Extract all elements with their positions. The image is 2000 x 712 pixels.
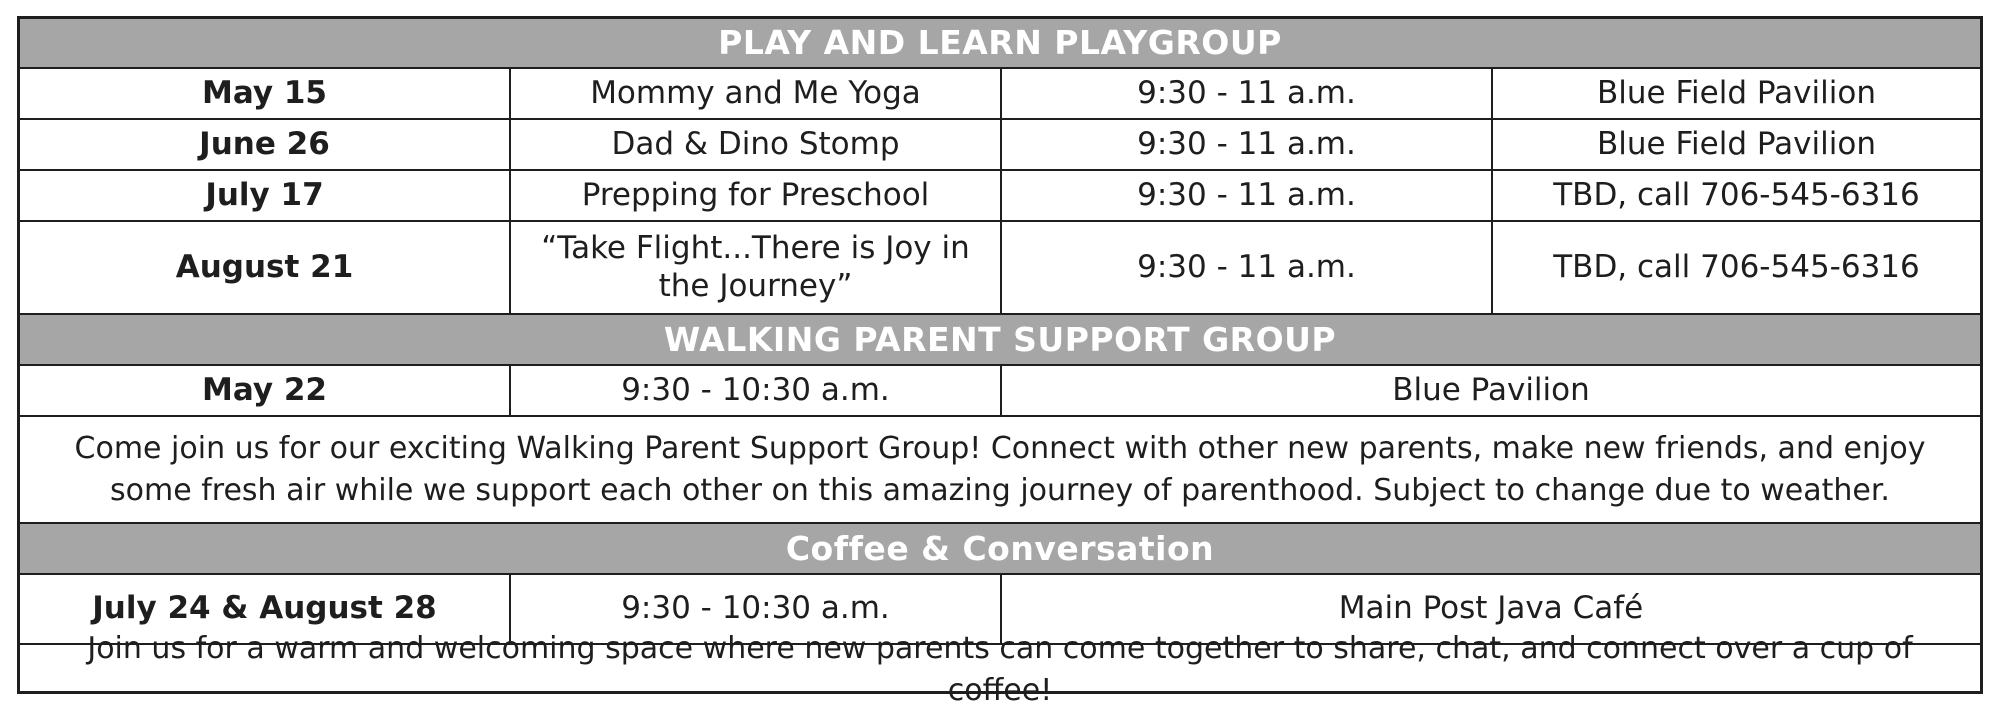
playgroup-row-4-event: “Take Flight...There is Joy in the Journey” (511, 222, 1002, 315)
coffee-date: July 24 & August 28 (20, 575, 511, 645)
playgroup-row-4-date: August 21 (20, 222, 511, 315)
playgroup-row-3-location: TBD, call 706-545-6316 (1493, 171, 1980, 222)
playgroup-row-1-location: Blue Field Pavilion (1493, 69, 1980, 120)
coffee-description: Join us for a warm and welcoming space where new parents can come together to share, chat, and connect over a cup of coffee! (87, 631, 1913, 708)
walking-group-time: 9:30 - 10:30 a.m. (511, 366, 1002, 417)
playgroup-row-3-event: Prepping for Preschool (511, 171, 1002, 222)
coffee-header: Coffee & Conversation (20, 524, 1980, 575)
playgroup-row-2-date: June 26 (20, 120, 511, 171)
playgroup-row-4-time: 9:30 - 11 a.m. (1002, 222, 1493, 315)
playgroup-row-2-location: Blue Field Pavilion (1493, 120, 1980, 171)
playgroup-row-4-location: TBD, call 706-545-6316 (1493, 222, 1980, 315)
playgroup-row-1-date: May 15 (20, 69, 511, 120)
playgroup-row-3-date: July 17 (20, 171, 511, 222)
coffee-time: 9:30 - 10:30 a.m. (511, 575, 1002, 645)
playgroup-row-2-event: Dad & Dino Stomp (511, 120, 1002, 171)
walking-group-description: Come join us for our exciting Walking Parent Support Group! Connect with other new parents, make new friends, and enjoy some fresh air while we support each other on this amazing journey of parenthood. Subject to change due to weather. (20, 417, 1980, 524)
schedule-table (17, 16, 1983, 708)
playgroup-row-1-event: Mommy and Me Yoga (511, 69, 1002, 120)
coffee-location: Main Post Java Café (1002, 575, 1980, 645)
playgroup-header: PLAY AND LEARN PLAYGROUP (20, 19, 1980, 69)
playgroup-row-2-time: 9:30 - 11 a.m. (1002, 120, 1493, 171)
walking-group-header: WALKING PARENT SUPPORT GROUP (20, 315, 1980, 366)
playgroup-row-3-time: 9:30 - 11 a.m. (1002, 171, 1493, 222)
walking-group-location: Blue Pavilion (1002, 366, 1980, 417)
playgroup-row-1-time: 9:30 - 11 a.m. (1002, 69, 1493, 120)
walking-group-date: May 22 (20, 366, 511, 417)
